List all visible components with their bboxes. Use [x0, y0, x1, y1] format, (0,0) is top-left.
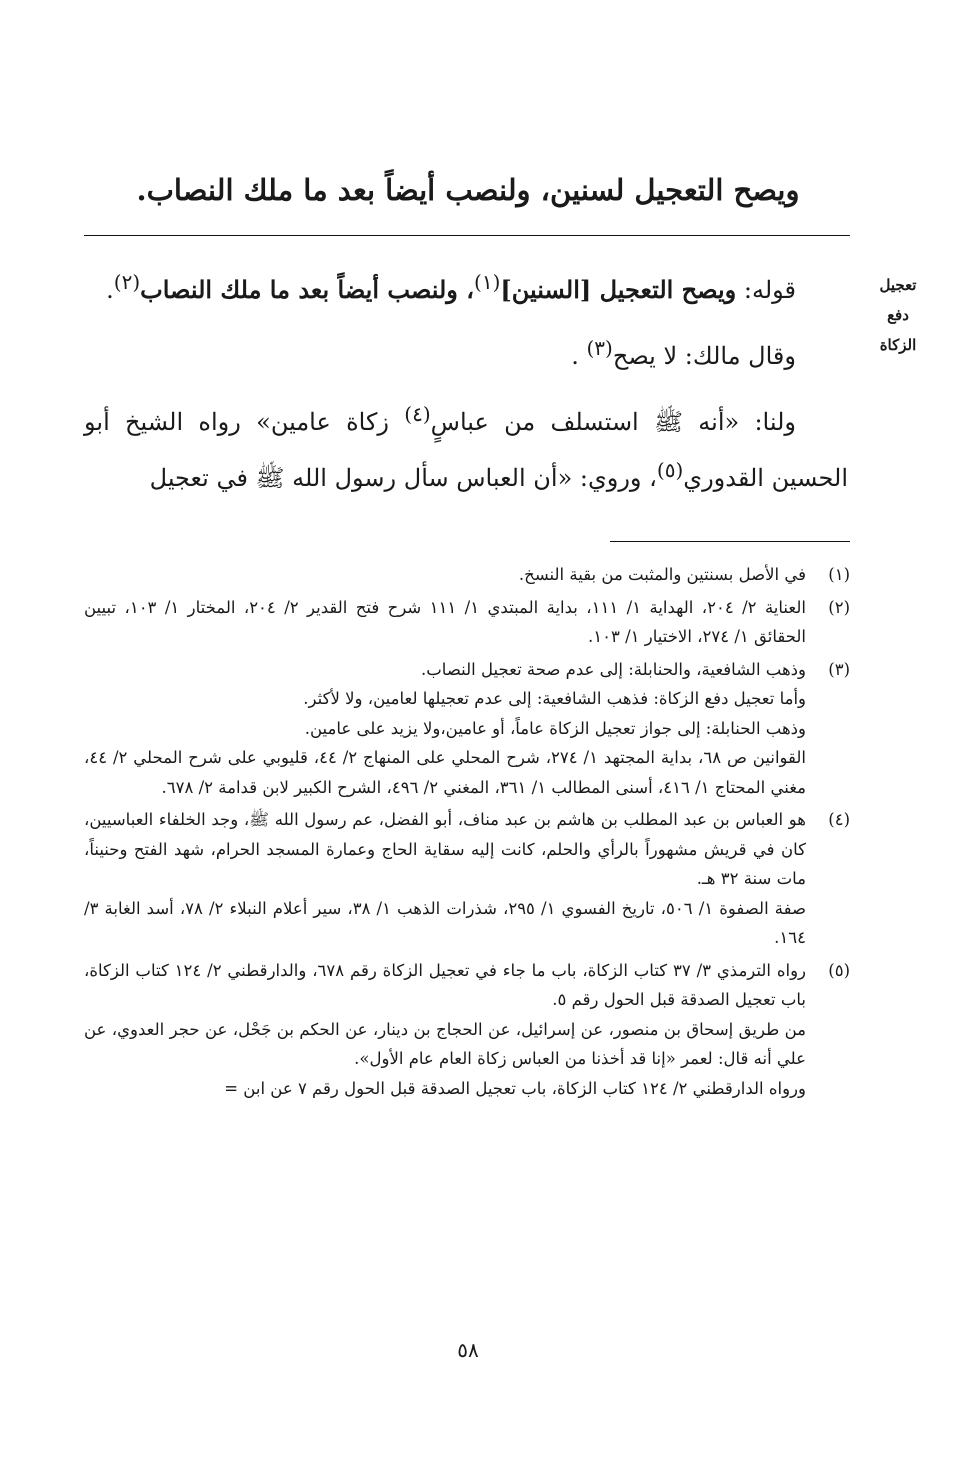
- footnote-ref-4[interactable]: (٤): [404, 402, 431, 426]
- footnote: [84, 593, 850, 652]
- page-number: ٥٨: [457, 1338, 479, 1362]
- quoted-matn-a: ويصح التعجيل [السنين]: [500, 275, 737, 304]
- commentary-text: [84, 258, 848, 512]
- matn-heading: ويصح التعجيل لسنين، ولنصب أيضاً بعد ما ملك النصاب.: [136, 173, 800, 207]
- footnote-ref-1[interactable]: (١): [474, 270, 501, 294]
- footnote: [84, 956, 850, 1104]
- footnote-line: صفة الصفوة ١/ ٥٠٦، تاريخ الفسوي ١/ ٢٩٥، شذرات الذهب ١/ ٣٨، سير أعلام النبلاء ٢/ ٧٨، أسد الغابة ٣/ ١٦٤.: [84, 898, 806, 947]
- footnote-ref-2[interactable]: (٢): [113, 270, 141, 294]
- margin-note: [858, 270, 938, 360]
- footnote-number: (٥): [828, 960, 850, 980]
- footnote-number: (١): [828, 565, 850, 584]
- footnote-line: من طريق إسحاق بن منصور، عن إسرائيل، عن الحجاج بن دينار، عن الحكم بن جَحْل، عن حجر العدوي، عن علي أنه قال: لعمر «إنا قد أخذنا من العباس زكاة العام عام الأول».: [84, 1019, 806, 1068]
- footnote-number: (٣): [828, 659, 850, 679]
- malik-opinion: وقال مالك: لا يصح: [612, 342, 796, 370]
- header-divider: [84, 235, 850, 236]
- commentary-intro: قوله:: [736, 276, 796, 304]
- footnote-number: (٤): [828, 810, 850, 829]
- footnote-line: وذهب الحنابلة: إلى جواز تعجيل الزكاة عاماً، أو عامين،ولا يزيد على عامين.: [304, 718, 806, 738]
- footnote-line: وذهب الشافعية، والحنابلة: إلى عدم صحة تعجيل النصاب.: [421, 659, 806, 679]
- footnote-line: وأما تعجيل دفع الزكاة: فذهب الشافعية: إلى عدم تعجيلها لعامين، ولا لأكثر.: [303, 689, 806, 708]
- footnote-body: [84, 593, 806, 652]
- footnote: [84, 805, 850, 953]
- footnote-ref-3[interactable]: (٣): [586, 336, 613, 360]
- footnote-body: [84, 805, 806, 953]
- footnote-line: في الأصل بسنتين والمثبت من بقية النسخ.: [518, 565, 806, 584]
- footnote-line: رواه الترمذي ٣/ ٣٧ كتاب الزكاة، باب ما جاء في تعجيل الزكاة رقم ٦٧٨، والدارقطني ٢/ ١٢٤ كتاب الزكاة، باب تعجيل الصدقة قبل الحول رقم ٥.: [84, 960, 807, 1009]
- footnote-body: [84, 655, 806, 803]
- evidence-text-a: ولنا: «أنه ﷺ استسلف من عباسٍ: [430, 408, 796, 436]
- footnote-line: العناية ٢/ ٢٠٤، الهداية ١/ ١١١، بداية المبتدي ١/ ١١١ شرح فتح القدير ٢/ ٢٠٤، المختار ١/ ١٠٣، تبيين الحقائق ١/ ٢٧٤، الاختيار ١/ ١٠٣.: [84, 597, 806, 646]
- footnote-body: [84, 956, 806, 1104]
- footnote-ref-5[interactable]: (٥): [656, 458, 684, 482]
- commentary-paragraph-1: [84, 258, 848, 314]
- footnote: [84, 560, 850, 590]
- evidence-text-c: ، وروي: «أن العباس سأل رسول الله ﷺ في تعجيل: [149, 464, 657, 492]
- footnote: [84, 655, 850, 803]
- footnote-number: (٢): [828, 597, 850, 617]
- footnote-line: هو العباس بن عبد المطلب بن هاشم بن عبد مناف، أبو الفضل، عم رسول الله ﷺ، وجد الخلفاء العباسيين، كان في قريش مشهوراً بالرأي والحلم، كانت إليه سقاية الحاج وعمارة المسجد الحرام، شهد الفتح وحنيناً، مات سنة ٣٢ هـ.: [84, 810, 806, 888]
- footnotes: [84, 560, 850, 1106]
- quoted-matn-b: ، ولنصب أيضاً بعد ما ملك النصاب: [140, 275, 474, 304]
- footnote-body: [84, 560, 806, 590]
- commentary-paragraph-3: [84, 390, 848, 502]
- footnote-line: ورواه الدارقطني ٢/ ١٢٤ كتاب الزكاة، باب تعجيل الصدقة قبل الحول رقم ٧ عن ابن =: [224, 1078, 806, 1098]
- margin-note-line-3: الزكاة: [879, 336, 917, 354]
- evidence-text-b: زكاة عامين» رواه الشيخ أبو الحسين القدوري: [84, 408, 848, 492]
- paragraph-end: .: [571, 342, 587, 370]
- margin-note-line-1: تعجيل: [879, 276, 917, 294]
- commentary-paragraph-2: [84, 324, 848, 380]
- paragraph-end: .: [106, 276, 114, 304]
- footnote-divider: [610, 541, 850, 542]
- margin-note-line-2: دفع: [887, 306, 909, 324]
- footnote-line: القوانين ص ٦٨، بداية المجتهد ١/ ٢٧٤، شرح المحلي على المنهاج ٢/ ٤٤، قليوبي على شرح المحلي ٢/ ٤٤، مغني المحتاج ١/ ٤١٦، أسنى المطالب ١/ ٣٦١، المغني ٢/ ٤٩٦، الشرح الكبير لابن قدامة ٢/ ٦٧٨.: [84, 748, 807, 797]
